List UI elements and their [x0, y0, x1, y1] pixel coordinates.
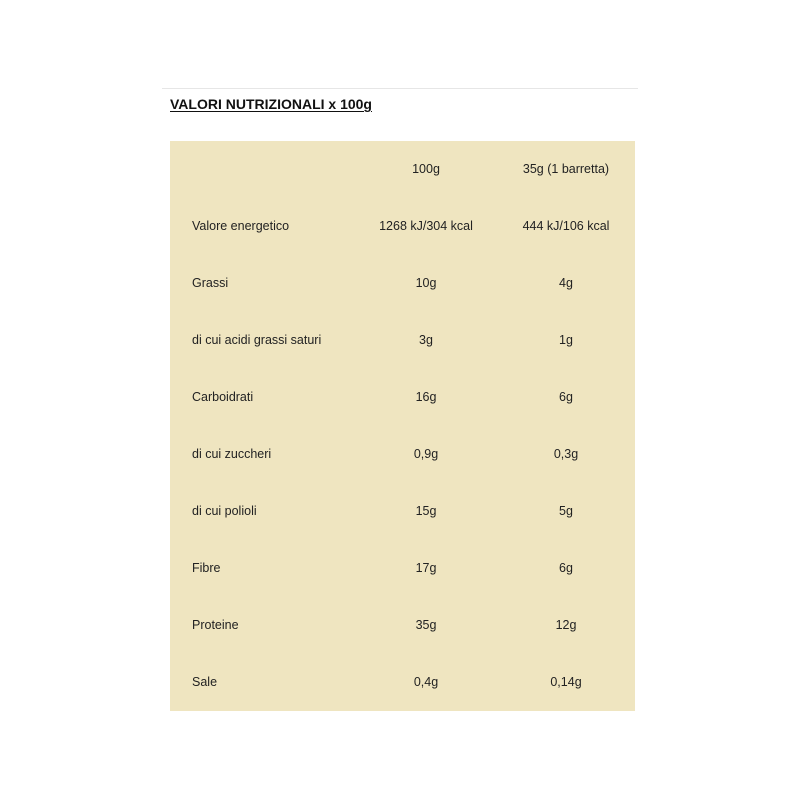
table-row	[170, 312, 635, 369]
value-per-100g: 15g	[415, 504, 437, 518]
nutrient-label: Valore energetico	[192, 219, 290, 233]
table-row	[170, 426, 635, 483]
value-per-100g: 35g	[415, 618, 437, 632]
value-per-bar: 0,3g	[553, 447, 579, 461]
value-per-bar: 4g	[559, 276, 573, 290]
table-row	[170, 483, 635, 540]
value-per-bar: 0,14g	[550, 675, 582, 689]
top-divider	[162, 88, 638, 89]
table-header-row	[170, 141, 635, 198]
table-row	[170, 654, 635, 711]
value-per-100g: 3g	[419, 333, 433, 347]
value-per-100g: 10g	[415, 276, 437, 290]
value-per-bar: 6g	[559, 561, 573, 575]
value-per-bar: 1g	[559, 333, 573, 347]
value-per-100g: 1268 kJ/304 kcal	[379, 219, 473, 233]
page-title: VALORI NUTRIZIONALI x 100g	[170, 96, 372, 112]
nutrient-label: di cui polioli	[192, 504, 257, 518]
nutrient-label: Proteine	[192, 618, 239, 632]
header-per-bar: 35g (1 barretta)	[522, 162, 610, 176]
value-per-100g: 17g	[415, 561, 437, 575]
table-row	[170, 198, 635, 255]
table-row	[170, 369, 635, 426]
nutrient-label: Grassi	[192, 276, 229, 290]
value-per-100g: 0,4g	[413, 675, 439, 689]
value-per-bar: 5g	[559, 504, 573, 518]
value-per-100g: 16g	[415, 390, 437, 404]
nutrient-label: Fibre	[192, 561, 221, 575]
nutrient-label: Sale	[192, 675, 218, 689]
nutrition-table	[170, 141, 635, 711]
nutrient-label: di cui acidi grassi saturi	[192, 333, 322, 347]
header-per-100g: 100g	[412, 162, 440, 176]
table-row	[170, 540, 635, 597]
value-per-bar: 6g	[559, 390, 573, 404]
nutrient-label: di cui zuccheri	[192, 447, 272, 461]
table-row	[170, 597, 635, 654]
value-per-100g: 0,9g	[413, 447, 439, 461]
nutrient-label: Carboidrati	[192, 390, 254, 404]
table-row	[170, 255, 635, 312]
value-per-bar: 12g	[555, 618, 577, 632]
value-per-bar: 444 kJ/106 kcal	[522, 219, 610, 233]
